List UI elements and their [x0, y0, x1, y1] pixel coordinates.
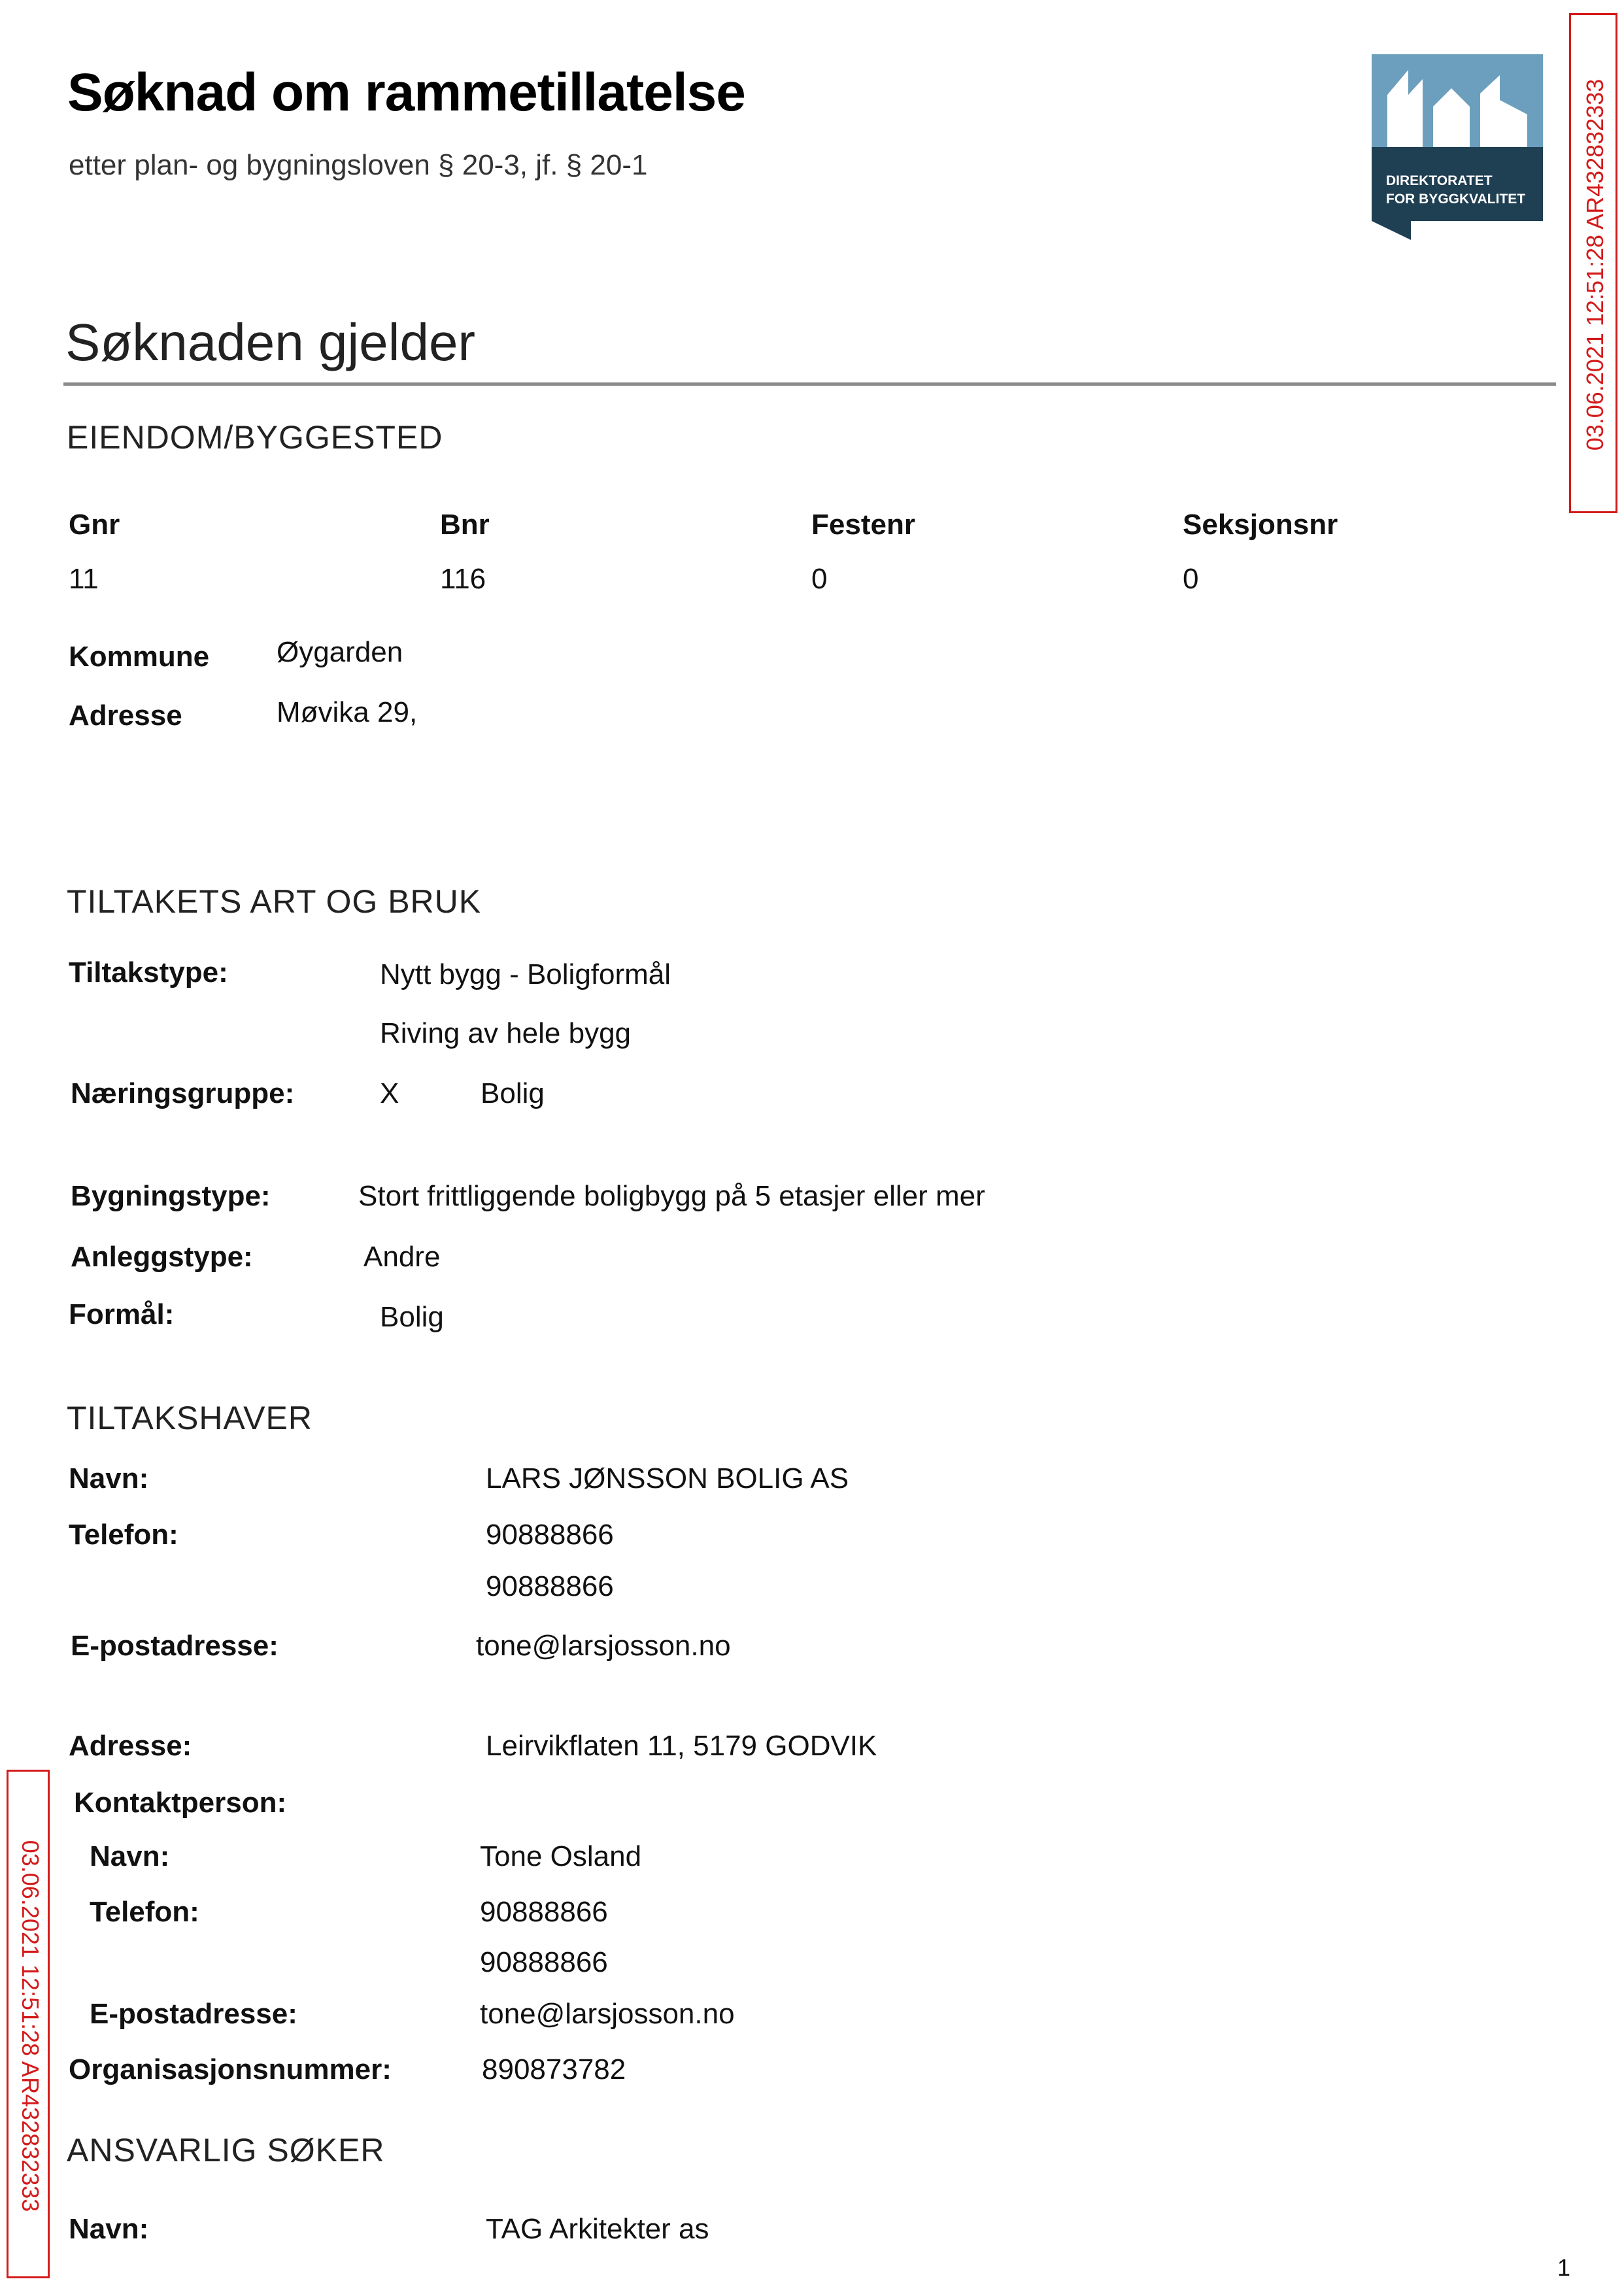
value-kontakt-telefon-1: 90888866 — [480, 1896, 608, 1928]
value-tiltakstype-2: Riving av hele bygg — [380, 1017, 632, 1049]
main-heading: Søknaden gjelder — [65, 313, 476, 371]
label-bnr: Bnr — [440, 509, 490, 541]
label-seksjonsnr: Seksjonsnr — [1183, 509, 1338, 541]
page-number: 1 — [1557, 2254, 1571, 2281]
label-tiltakshaver-epost: E-postadresse: — [71, 1630, 279, 1662]
value-kontakt-epost: tone@larsjosson.no — [480, 1998, 735, 2030]
value-bnr: 116 — [440, 563, 486, 595]
section-heading-ansvarlig: ANSVARLIG SØKER — [67, 2132, 385, 2168]
label-kontaktperson: Kontaktperson: — [74, 1787, 287, 1819]
logo-text-line1: DIREKTORATET — [1386, 173, 1493, 188]
value-tiltakshaver-adresse: Leirvikflaten 11, 5179 GODVIK — [486, 1730, 877, 1762]
value-gnr: 11 — [69, 563, 99, 595]
section-heading-tiltak: TILTAKETS ART OG BRUK — [67, 883, 482, 920]
document-subtitle: etter plan- og bygningsloven § 20-3, jf. § 20-1 — [69, 149, 648, 181]
label-tiltakshaver-adresse: Adresse: — [69, 1730, 192, 1762]
dibk-logo — [1372, 54, 1543, 240]
document-title: Søknad om rammetillatelse — [67, 63, 745, 122]
value-naeringsgruppe-code: X — [380, 1077, 399, 1109]
label-kontakt-epost: E-postadresse: — [90, 1998, 297, 2030]
label-adresse: Adresse — [69, 700, 182, 732]
label-kontakt-navn: Navn: — [90, 1840, 170, 1872]
value-seksjonsnr: 0 — [1183, 563, 1199, 595]
label-anleggstype: Anleggstype: — [71, 1241, 253, 1273]
value-naeringsgruppe: Bolig — [481, 1077, 545, 1109]
value-adresse: Møvika 29, — [277, 696, 418, 728]
label-ansvarlig-navn: Navn: — [69, 2213, 149, 2245]
logo-text-line2: FOR BYGGKVALITET — [1386, 192, 1526, 207]
value-kontakt-navn: Tone Osland — [480, 1840, 642, 1872]
logo-tab — [1372, 221, 1411, 240]
value-orgnr: 890873782 — [482, 2053, 626, 2085]
value-tiltakstype-1: Nytt bygg - Boligformål — [380, 958, 671, 990]
section-heading-eiendom: EIENDOM/BYGGESTED — [67, 419, 443, 456]
stamp-left-text: 03.06.2021 12:51:28 AR432832333 — [17, 1840, 44, 2212]
value-kommune: Øygarden — [277, 636, 403, 668]
stamp-left — [7, 1770, 50, 2278]
value-tiltakshaver-telefon-2: 90888866 — [486, 1570, 614, 1602]
stamp-right-text: 03.06.2021 12:51:28 AR432832333 — [1582, 78, 1608, 451]
stamp-right — [1569, 13, 1617, 513]
section-heading-tiltakshaver: TILTAKSHAVER — [67, 1400, 313, 1436]
label-orgnr: Organisasjonsnummer: — [69, 2053, 392, 2085]
value-kontakt-telefon-2: 90888866 — [480, 1946, 608, 1978]
value-tiltakshaver-telefon-1: 90888866 — [486, 1519, 614, 1551]
label-kontakt-telefon: Telefon: — [90, 1896, 199, 1928]
label-formal: Formål: — [69, 1298, 175, 1330]
label-tiltakshaver-navn: Navn: — [69, 1462, 149, 1494]
heading-rule — [63, 382, 1556, 386]
label-tiltakshaver-telefon: Telefon: — [69, 1519, 178, 1551]
label-gnr: Gnr — [69, 509, 120, 541]
value-tiltakshaver-navn: LARS JØNSSON BOLIG AS — [486, 1462, 849, 1494]
value-anleggstype: Andre — [364, 1241, 441, 1273]
label-bygningstype: Bygningstype: — [71, 1180, 271, 1212]
value-formal: Bolig — [380, 1301, 444, 1333]
label-kommune: Kommune — [69, 641, 210, 673]
dibk-logo-graphic — [1372, 54, 1543, 240]
label-festenr: Festenr — [811, 509, 915, 541]
value-festenr: 0 — [811, 563, 828, 595]
label-naeringsgruppe: Næringsgruppe: — [71, 1077, 295, 1109]
value-tiltakshaver-epost: tone@larsjosson.no — [476, 1630, 731, 1662]
label-tiltakstype: Tiltakstype: — [69, 956, 228, 988]
value-ansvarlig-navn: TAG Arkitekter as — [486, 2213, 709, 2245]
value-bygningstype: Stort frittliggende boligbygg på 5 etasjer eller mer — [358, 1180, 985, 1212]
